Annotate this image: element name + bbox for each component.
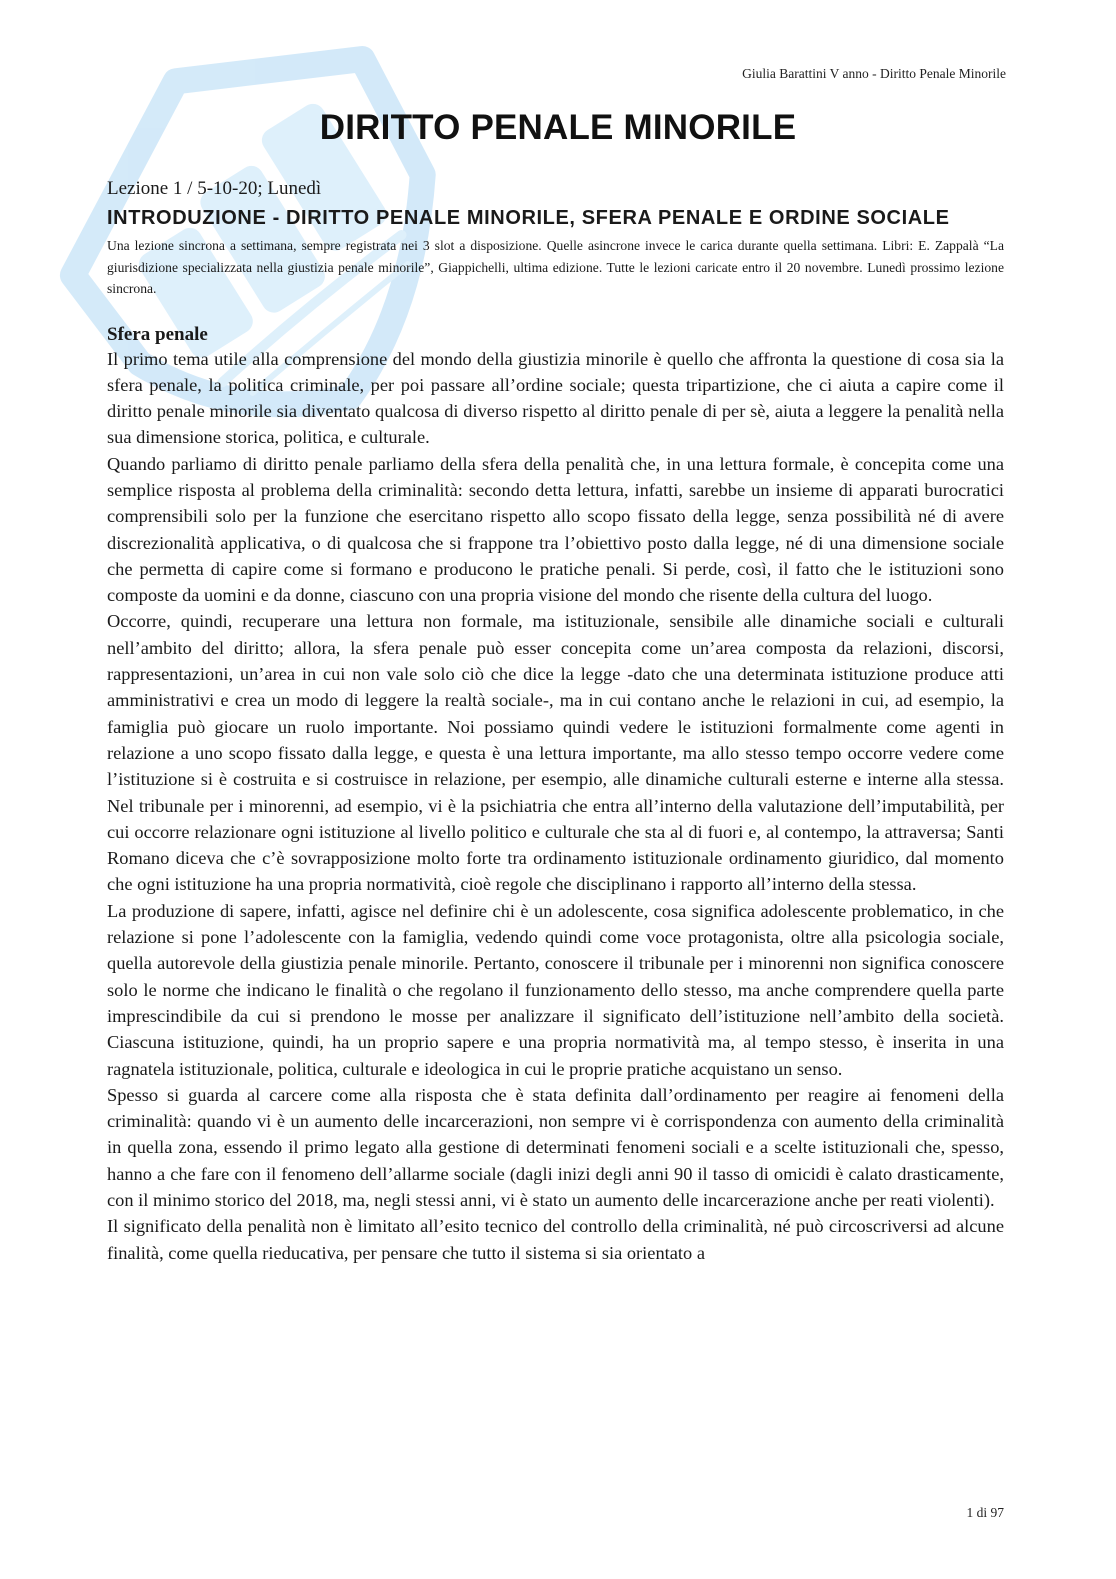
- intro-note: Una lezione sincrona a settimana, sempre registrata nei 3 slot a disposizione. Quelle asincrone invece le carica durante quella settimana. Libri: E. Zappalà “La giurisdizione specializzata nella giustizia penale minorile”, Giappichelli, ultima edizione. Tutte le lezioni caricate entro il 20 novembre. Lunedì prossimo lezione sincrona.: [107, 238, 1004, 296]
- document-title: DIRITTO PENALE MINORILE: [319, 108, 797, 147]
- subheading-sfera-penale: Sfera penale: [107, 323, 208, 345]
- running-header: Giulia Barattini V anno - Diritto Penale Minorile: [742, 66, 1006, 81]
- body-paragraph: Il primo tema utile alla comprensione del mondo della giustizia minorile è quello che affronta la questione di cosa sia la sfera penale, la politica criminale, per poi passare all’ordine sociale; questa tripartizione, che ci aiuta a capire come il diritto penale minorile sia diventato qualcosa di diverso rispetto al diritto penale di per sè, aiuta a leggere la penalità nella sua dimensione storica, politica, e culturale.: [107, 348, 1004, 448]
- lesson-date-line: Lezione 1 / 5-10-20; Lunedì: [107, 178, 322, 199]
- body-paragraph: Quando parliamo di diritto penale parliamo della sfera della penalità che, in una lettura formale, è concepita come una semplice risposta al problema della criminalità: secondo detta lettura, infatti, sarebbe un insieme di apparati burocratici comprensibili solo per la funzione che esercitano rispetto allo scopo fissato della legge, senza possibilità né di avere discrezionalità applicativa, o di qualcosa che si frappone tra l’obiettivo posto dalla legge, né di una dimensione sociale che permetta di capire come si formano e producono le pratiche penali. Si perde, così, il fatto che le istituzioni sono composte da uomini e da donne, ciascuno con una propria visione del mondo che risente della cultura del luogo.: [107, 453, 1004, 606]
- body-paragraph: Spesso si guarda al carcere come alla risposta che è stata definita dall’ordinamento per reagire ai fenomeni della criminalità: quando vi è un aumento delle incarcerazioni, non sempre vi è corrispondenza con aumento della criminalità in quella zona, essendo il primo legato alla gestione di determinati fenomeni sociali e a scelte istituzionali che, spesso, hanno a che fare con il fenomeno dell’allarme sociale (dagli inizi degli anni 90 il tasso di omicidi è calato drasticamente, con il minimo storico del 2018, ma, negli stessi anni, vi è stato un aumento delle incarcerazione anche per reati violenti).: [107, 1084, 1004, 1210]
- body-paragraph: La produzione di sapere, infatti, agisce nel definire chi è un adolescente, cosa significa adolescente problematico, in che relazione si pone l’adolescente con la famiglia, vedendo quindi come voce protagonista, oltre alla psicologia sociale, quella autorevole della giustizia penale minorile. Pertanto, conoscere il tribunale per i minorenni non significa conoscere solo le norme che indicano le finalità o che regolano il funzionamento dello stesso, ma anche comprendere quella parte imprescindibile da cui si prendono le mosse per analizzare il significato dell’istituzione nell’ambito della società. Ciascuna istituzione, quindi, ha un proprio sapere e una propria normatività ma, al tempo stesso, è inserita in una ragnatela istituzionale, politica, culturale e ideologica in cui le proprie pratiche acquistano un senso.: [107, 900, 1004, 1079]
- body-paragraph: Il significato della penalità non è limitato all’esito tecnico del controllo della criminalità, né può circoscriversi ad alcune finalità, come quella rieducativa, per pensare che tutto il sistema si sia orientato a: [107, 1216, 1004, 1263]
- section-heading: INTRODUZIONE - DIRITTO PENALE MINORILE, SFERA PENALE E ORDINE SOCIALE: [107, 207, 950, 229]
- page-number: 1 di 97: [966, 1505, 1004, 1520]
- document-body: [107, 176, 1004, 1266]
- body-paragraph: Occorre, quindi, recuperare una lettura non formale, ma istituzionale, sensibile alle dinamiche sociali e culturali nell’ambito del diritto; allora, la sfera penale può esser concepita come un’area composta da relazioni, discorsi, rappresentazioni, un’area in cui non vale solo ciò che dice la legge -dato che una determinata istituzione produce atti amministrativi e crea un modo di leggere la realtà sociale-, ma in cui contano anche le relazioni in cui, ad esempio, la famiglia può giocare un ruolo importante. Noi possiamo quindi vedere le istituzioni formalmente come agenti in relazione a uno scopo fissato dalla legge, e questa è una lettura importante, ma allo stesso tempo occorre vedere come l’istituzione si è costruita e si costruisce in relazione, per esempio, alle dinamiche culturali esterne e interne alla stessa. Nel tribunale per i minorenni, ad esempio, vi è la psichiatria che entra all’interno della valutazione dell’imputabilità, per cui occorre relazionare ogni istituzione al livello politico e culturale che sta al di fuori e, al contempo, la attraversa; Santi Romano diceva che c’è sovrapposizione molto forte tra ordinamento istituzionale ordinamento giuridico, dal momento che ogni istituzione ha una propria normatività, cioè regole che disciplinano i rapporto all’interno della stessa.: [107, 611, 1004, 895]
